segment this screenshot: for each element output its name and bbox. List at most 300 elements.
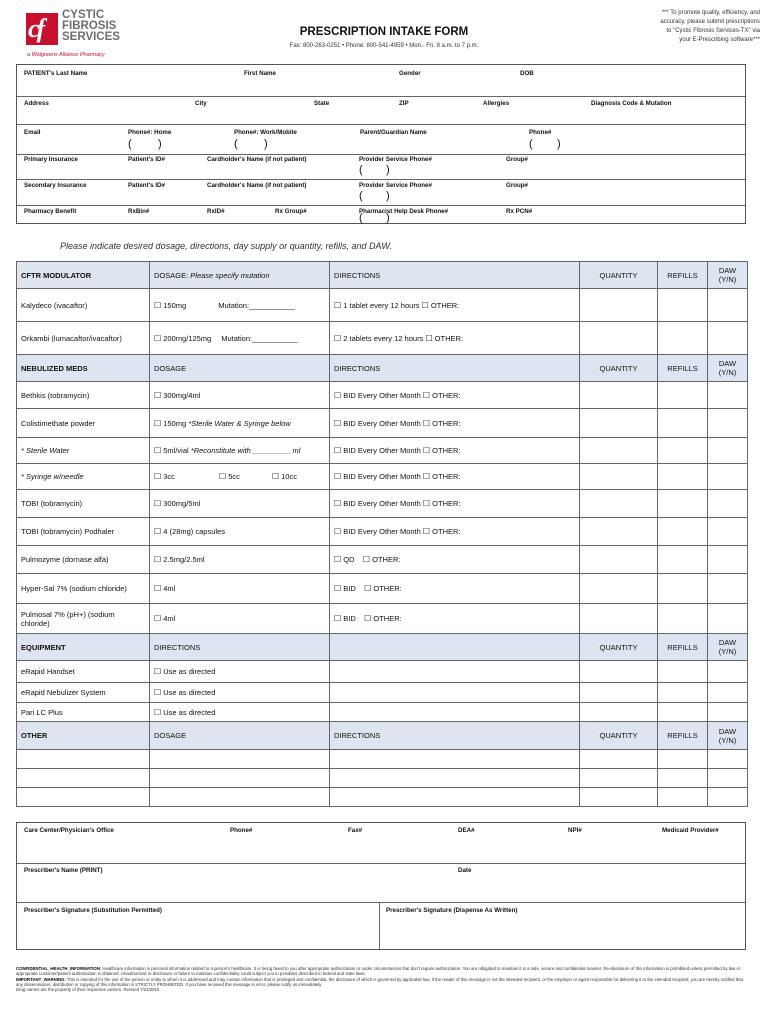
direction-option: BID [343,614,356,623]
paren-close: ) [386,190,390,202]
quantity-cell[interactable] [580,438,658,464]
paren-open: ( [359,190,363,202]
quantity-cell[interactable] [580,382,658,409]
drug-name: * Syringe w/needle [17,464,150,490]
refills-cell[interactable] [658,769,708,788]
directions-cell [330,574,580,604]
checkbox[interactable]: ☐ [421,300,429,310]
dob-field[interactable]: DOB [520,70,534,77]
guardian-name-field[interactable]: Parent/Guardian Name [360,129,427,136]
drug-name: * Sterile Water [17,438,150,464]
quantity-cell[interactable] [580,574,658,604]
diagnosis-field[interactable]: Diagnosis Code & Mutation [591,100,672,107]
checkbox[interactable]: ☐ [154,390,162,400]
dea-field[interactable]: DEA# [458,827,475,834]
checkbox[interactable]: ☐ [154,446,162,455]
page-title: PRESCRIPTION INTAKE FORM [299,26,469,38]
last-name-field[interactable]: PATIENT's Last Name [24,70,88,77]
direction-option: BID Every Other Month [343,446,421,455]
checkbox[interactable]: ☐ [154,707,162,717]
directions-cell [330,322,580,355]
quantity-header: QUANTITY [580,355,658,382]
zip-field[interactable]: ZIP [399,100,409,107]
other-option: OTHER: [432,418,461,428]
checkbox[interactable]: ☐ [154,499,162,508]
dosage-cell [150,604,330,634]
prescriber-section [16,822,746,950]
prescriber-name-field[interactable]: Prescriber's Name (PRINT) [24,867,103,874]
dose-option: 4ml [163,614,176,623]
table-row [17,382,748,409]
refills-cell[interactable] [658,604,708,634]
paren-open: ( [128,138,132,150]
direction-option: 2 tablets every 12 hours [343,333,424,343]
daw-cell[interactable] [708,574,748,604]
logo-line: SERVICES [62,31,120,43]
patient-id-field[interactable]: Patient's ID# [128,182,165,189]
refills-header: REFILLS [658,355,708,382]
table-row [17,703,748,722]
other-option: OTHER: [373,584,402,593]
quantity-header: QUANTITY [580,262,658,289]
paren-close: ) [557,138,561,150]
checkbox[interactable]: ☐ [422,390,431,400]
logo-line: FIBROSIS [62,20,117,32]
daw-header: DAW (Y/N) [708,634,748,661]
instructions: Please indicate desired dosage, directions, day supply or quantity, refills, and DAW. [60,241,393,251]
directions-cell [330,518,580,546]
cardholder-field[interactable]: Cardholder's Name (if not patient) [207,182,307,189]
refills-cell[interactable] [658,438,708,464]
directions-cell [150,683,330,703]
section-header-equipment [17,634,748,661]
dosage-header: DOSAGE [150,722,330,750]
dosage-cell [150,464,330,490]
table-row [17,289,748,322]
email-field[interactable]: Email [24,129,41,136]
equipment-name: Pari LC Plus [17,703,150,722]
section-header-cftr [17,262,748,289]
legal-notice [16,966,746,992]
checkbox[interactable]: ☐ [154,688,162,697]
divider [17,902,745,903]
table-row [17,438,748,464]
quantity-cell[interactable] [580,322,658,355]
promo-line: to "Cystic Fibrosis Services-TX" via [666,28,760,34]
refills-cell[interactable] [658,289,708,322]
checkbox[interactable]: ☐ [218,472,227,481]
dosage-cell [150,382,330,409]
daw-header: DAW (Y/N) [708,722,748,750]
table-row [17,490,748,518]
directions-cell [330,438,580,464]
refills-cell[interactable] [658,322,708,355]
help-desk-phone-field[interactable]: Pharmacist Help Desk Phone# [359,208,449,215]
dosage-cell[interactable] [150,750,330,769]
refills-cell[interactable] [658,788,708,807]
dose-option: 150mg [163,300,187,310]
office-phone-field[interactable]: Phone# [230,827,253,834]
table-row [17,750,748,769]
other-option: OTHER: [373,614,402,623]
quantity-cell[interactable] [580,289,658,322]
notice-text: This is intended for the use of the person or entity to whom it is addressed and may contain information that is privileged and confidential, the disclosure of which is governed by applicable law. If the reader of this message is not the intended recipient, or the employer or agent responsible for delivering it to the intended recipient, you are hereby notified that any dissemination, distribution or copying of this information is STRICTLY PROHIBITED. If you have received this message in error, please notify us immediately. [16,976,743,987]
daw-cell[interactable] [708,750,748,769]
daw-cell[interactable] [708,289,748,322]
dose-option: 5ml/vial [163,446,189,455]
daw-cell[interactable] [708,382,748,409]
other-drug-cell[interactable] [17,769,150,788]
dosage-cell [150,409,330,438]
other-option: OTHER: [432,527,461,536]
checkbox[interactable]: ☐ [422,499,431,508]
address-field[interactable]: Address [24,100,49,107]
quantity-cell[interactable] [580,703,658,722]
paren-close: ) [158,138,162,150]
directions-header: DIRECTIONS [330,722,580,750]
gender-field[interactable]: Gender [399,70,421,77]
quantity-cell[interactable] [580,750,658,769]
date-field[interactable]: Date [458,867,472,874]
direction-option: QD [343,555,355,564]
empty-cell [330,683,580,703]
signature-daw-field[interactable]: Prescriber's Signature (Dispense As Written) [386,907,518,914]
table-row [17,518,748,546]
dose-option: 300mg/5ml [163,499,201,508]
quantity-cell[interactable] [580,661,658,683]
dose-note: *Sterile Water & Syringe below [188,418,291,428]
table-row [17,788,748,807]
refills-cell[interactable] [658,464,708,490]
refills-cell[interactable] [658,574,708,604]
direction-option: Use as directed [163,707,216,717]
daw-cell[interactable] [708,604,748,634]
prescription-table [16,261,748,807]
refills-cell[interactable] [658,382,708,409]
dosage-cell[interactable] [150,769,330,788]
daw-cell[interactable] [708,661,748,683]
daw-cell[interactable] [708,438,748,464]
checkbox[interactable]: ☐ [154,584,162,593]
section-title: OTHER [17,722,150,750]
paren-open: ( [529,138,533,150]
drug-name: Colistimethate powder [17,409,150,438]
directions-header: DIRECTIONS [330,262,580,289]
drug-name: Pulmozyme (dornase alfa) [17,546,150,574]
group-field[interactable]: Group# [506,156,529,163]
directions-header: DIRECTIONS [330,355,580,382]
checkbox[interactable]: ☐ [334,614,342,623]
dose-option: 5cc [228,472,240,481]
dosage-header: DOSAGE [150,355,330,382]
drug-name: Bethkis (tobramycin) [17,382,150,409]
primary-insurance-field[interactable]: Primary Insurance [24,156,78,163]
checkbox[interactable]: ☐ [422,446,431,455]
checkbox[interactable]: ☐ [334,418,342,428]
checkbox[interactable]: ☐ [154,333,162,343]
directions-cell[interactable] [330,769,580,788]
signature-substitution-field[interactable]: Prescriber's Signature (Substitution Permitted) [24,907,162,914]
checkbox[interactable]: ☐ [334,472,342,481]
direction-option: 1 tablet every 12 hours [343,300,420,310]
patient-info-section [16,64,746,224]
directions-cell [330,409,580,438]
divider [17,179,745,180]
quantity-cell[interactable] [580,604,658,634]
divider [17,96,745,97]
refills-cell[interactable] [658,518,708,546]
dosage-note: Please specify mutation [190,270,270,280]
contact-info: Fax: 800-263-0251 • Phone: 800-541-4959 • Mon.- Fri. 8 a.m. to 7 p.m. [289,43,479,49]
refills-header: REFILLS [658,634,708,661]
dose-option: 3cc [163,472,175,481]
direction-option: BID Every Other Month [343,390,421,400]
checkbox[interactable]: ☐ [334,584,342,593]
dose-option: 150mg [163,418,187,428]
checkbox[interactable]: ☐ [154,527,162,536]
direction-option: Use as directed [163,688,216,697]
checkbox[interactable]: ☐ [154,614,162,623]
refills-cell[interactable] [658,661,708,683]
daw-header: DAW (Y/N) [708,262,748,289]
divider [17,124,745,125]
quantity-cell[interactable] [580,683,658,703]
city-field[interactable]: City [195,100,207,107]
office-fax-field[interactable]: Fax# [348,827,363,834]
dosage-cell [150,438,330,464]
logo-line: CYSTIC [62,9,105,21]
checkbox[interactable]: ☐ [334,555,342,564]
promo-note [550,9,760,45]
directions-cell[interactable] [330,788,580,807]
other-option: OTHER: [430,300,460,310]
allergies-field[interactable]: Allergies [483,100,510,107]
section-header-other [17,722,748,750]
checkbox[interactable]: ☐ [334,499,342,508]
phone-work-field[interactable]: Phone#: Work/Mobile [234,129,297,136]
directions-cell [330,546,580,574]
divider [379,902,380,949]
dosage-cell [150,574,330,604]
empty-cell [330,661,580,683]
checkbox[interactable]: ☐ [334,390,342,400]
dosage-header [150,262,330,289]
directions-cell [330,464,580,490]
dose-option: 4 (28mg) capsules [163,527,225,536]
dosage-cell [150,322,330,355]
other-drug-cell[interactable] [17,788,150,807]
secondary-insurance-field[interactable]: Secondary Insurance [24,182,87,189]
checkbox[interactable]: ☐ [271,472,280,481]
paren-open: ( [359,212,363,224]
daw-cell[interactable] [708,683,748,703]
dose-option: 4ml [163,584,176,593]
table-row [17,464,748,490]
other-option: OTHER: [434,333,464,343]
table-row [17,409,748,438]
quantity-cell[interactable] [580,518,658,546]
directions-cell [330,490,580,518]
checkbox[interactable]: ☐ [364,614,372,623]
rxid-field[interactable]: RxID# [207,208,225,215]
table-row [17,769,748,788]
daw-cell[interactable] [708,518,748,546]
refills-cell[interactable] [658,703,708,722]
table-row [17,661,748,683]
refills-cell[interactable] [658,750,708,769]
checkbox[interactable]: ☐ [154,667,162,676]
checkbox[interactable]: ☐ [154,555,162,564]
quantity-cell[interactable] [580,769,658,788]
care-center-field[interactable]: Care Center/Physician's Office [24,827,114,834]
daw-cell[interactable] [708,322,748,355]
daw-cell[interactable] [708,769,748,788]
divider [17,205,745,206]
paren-open: ( [359,164,363,176]
direction-option: BID Every Other Month [343,418,421,428]
provider-phone-field[interactable]: Provider Service Phone# [359,156,432,163]
quantity-cell[interactable] [580,546,658,574]
dosage-cell [150,546,330,574]
paren-close: ) [386,164,390,176]
table-row [17,322,748,355]
section-title: NEBULIZED MEDS [17,355,150,382]
refills-header: REFILLS [658,262,708,289]
promo-line: accuracy, please submit prescriptions [660,19,760,25]
refills-cell[interactable] [658,409,708,438]
logo-tagline: a Walgreens Alliance Pharmacy [27,52,105,58]
other-option: OTHER: [432,472,461,481]
direction-option: BID [343,584,356,593]
checkbox[interactable]: ☐ [154,418,162,428]
dosage-cell [150,518,330,546]
cardholder-field[interactable]: Cardholder's Name (if not patient) [207,156,307,163]
quantity-cell[interactable] [580,788,658,807]
divider [17,154,745,155]
directions-cell [330,604,580,634]
mutation-field[interactable]: Mutation:___________ [218,300,295,310]
checkbox[interactable]: ☐ [334,446,342,455]
other-option: OTHER: [432,390,461,400]
trademark-notice: Drug names are the property of their respective owners. Revised 7/22/2015 [16,987,160,993]
dose-option: 300mg/4ml [163,390,201,400]
section-title: EQUIPMENT [17,634,150,661]
rxgroup-field[interactable]: Rx Group# [275,208,307,215]
checkbox[interactable]: ☐ [364,584,372,593]
npi-field[interactable]: NPI# [568,827,582,834]
notice-label: IMPORTANT_WARNING: [16,976,66,982]
guardian-phone-field[interactable]: Phone# [529,129,552,136]
directions-cell[interactable] [330,750,580,769]
checkbox[interactable]: ☐ [422,418,431,428]
rxbin-field[interactable]: RxBin# [128,208,150,215]
daw-cell[interactable] [708,490,748,518]
table-row [17,683,748,703]
table-row [17,546,748,574]
warning-notice [16,977,746,988]
refills-cell[interactable] [658,546,708,574]
group-field[interactable]: Group# [506,182,529,189]
direction-option: BID Every Other Month [343,472,421,481]
quantity-cell[interactable] [580,490,658,518]
other-option: OTHER: [432,446,461,455]
other-drug-cell[interactable] [17,750,150,769]
checkbox[interactable]: ☐ [334,527,342,536]
mutation-field[interactable]: Mutation:___________ [221,333,298,343]
quantity-header: QUANTITY [580,634,658,661]
quantity-header: QUANTITY [580,722,658,750]
dosage-cell[interactable] [150,788,330,807]
other-option: OTHER: [372,555,401,564]
paren-close: ) [264,138,268,150]
checkbox[interactable]: ☐ [425,333,433,343]
provider-phone-field[interactable]: Provider Service Phone# [359,182,432,189]
checkbox[interactable]: ☐ [154,300,162,310]
directions-cell [150,661,330,683]
dose-option: 2.5mg/2.5ml [163,555,205,564]
quantity-cell[interactable] [580,409,658,438]
daw-cell[interactable] [708,546,748,574]
rxpcn-field[interactable]: Rx PCN# [506,208,533,215]
promo-line: *** To promote quality, efficiency, and [661,10,760,16]
directions-header: DIRECTIONS [150,634,330,661]
checkbox[interactable]: ☐ [422,472,431,481]
drug-name: TOBI (tobramycin) Podhaler [17,518,150,546]
refills-cell[interactable] [658,490,708,518]
section-header-nebulized [17,355,748,382]
daw-cell[interactable] [708,788,748,807]
phone-home-field[interactable]: Phone#: Home [128,129,172,136]
refills-header: REFILLS [658,722,708,750]
drug-name: Kalydeco (ivacaftor) [17,289,150,322]
patient-id-field[interactable]: Patient's ID# [128,156,165,163]
dosage-cell [150,490,330,518]
table-row [17,574,748,604]
checkbox[interactable]: ☐ [334,300,342,310]
daw-cell[interactable] [708,409,748,438]
empty-header [330,634,580,661]
dose-note[interactable]: *Reconstitute with _________ ml [190,446,301,455]
equipment-name: eRapid Handset [17,661,150,683]
first-name-field[interactable]: First Name [244,70,276,77]
daw-cell[interactable] [708,464,748,490]
dosage-label: DOSAGE: [154,270,189,280]
section-title: CFTR MODULATOR [17,262,150,289]
daw-cell[interactable] [708,703,748,722]
checkbox[interactable]: ☐ [154,472,162,481]
dose-option: 200mg/125mg [163,333,212,343]
other-option: OTHER: [432,499,461,508]
directions-cell [330,382,580,409]
quantity-cell[interactable] [580,464,658,490]
medicaid-field[interactable]: Medicaid Provider# [662,827,719,834]
direction-option: BID Every Other Month [343,499,421,508]
daw-header: DAW (Y/N) [708,355,748,382]
logo-letters: cf [28,14,43,43]
equipment-name: eRapid Nebulizer System [17,683,150,703]
state-field[interactable]: State [314,100,330,107]
drug-name: TOBI (tobramycin) [17,490,150,518]
refills-cell[interactable] [658,683,708,703]
checkbox[interactable]: ☐ [422,527,431,536]
paren-open: ( [234,138,238,150]
checkbox[interactable]: ☐ [362,555,371,564]
pharmacy-benefit-field[interactable]: Pharmacy Benefit [24,208,77,215]
checkbox[interactable]: ☐ [334,333,342,343]
confidential-notice [16,966,746,977]
paren-close: ) [386,212,390,224]
promo-line: your E-Prescribing software*** [679,37,760,43]
